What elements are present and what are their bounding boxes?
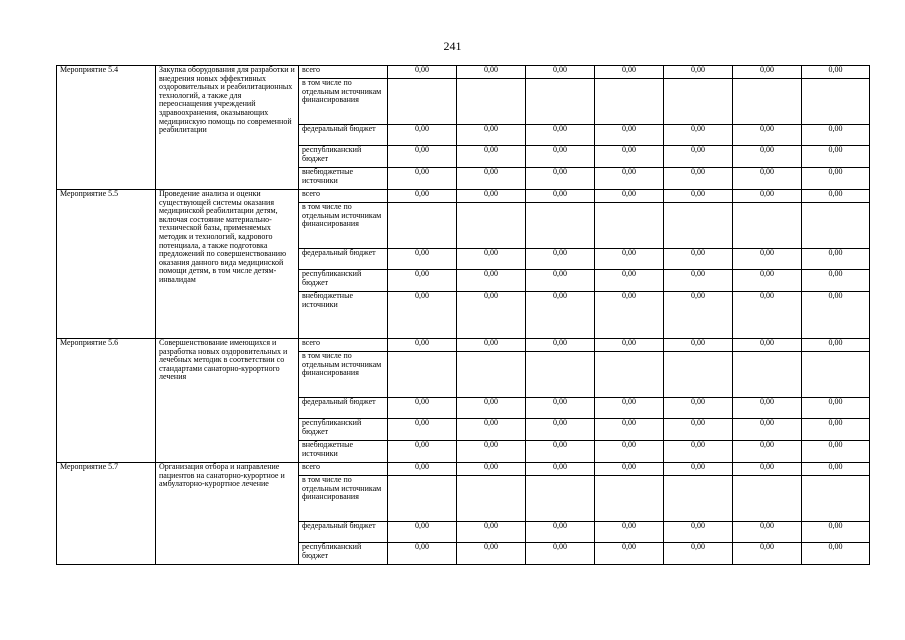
value-cell: 0,00 [457,125,526,146]
value-cell [526,352,595,398]
value-cell: 0,00 [526,292,595,339]
value-cell [733,79,802,125]
table-row [57,339,870,352]
value-cell [664,476,733,522]
value-cell: 0,00 [802,339,870,352]
value-cell: 0,00 [388,292,457,339]
value-cell: 0,00 [733,398,802,419]
value-cell: 0,00 [733,339,802,352]
value-cell [664,203,733,249]
value-cell: 0,00 [595,522,664,543]
funding-source-cell: внебюджетные источники [299,292,388,339]
funding-source-cell: республиканский бюджет [299,146,388,168]
value-cell [388,79,457,125]
value-cell: 0,00 [388,146,457,168]
value-cell [457,203,526,249]
funding-source-cell: федеральный бюджет [299,398,388,419]
value-cell: 0,00 [526,419,595,441]
funding-source-cell: республиканский бюджет [299,419,388,441]
value-cell: 0,00 [526,441,595,463]
funding-source-cell: всего [299,463,388,476]
funding-source-cell: всего [299,339,388,352]
value-cell: 0,00 [802,292,870,339]
value-cell: 0,00 [664,419,733,441]
value-cell: 0,00 [595,339,664,352]
value-cell: 0,00 [802,398,870,419]
value-cell: 0,00 [802,463,870,476]
value-cell: 0,00 [388,190,457,203]
value-cell: 0,00 [457,339,526,352]
value-cell: 0,00 [802,441,870,463]
funding-source-cell: в том числе по отдельным источникам финансирования [299,203,388,249]
value-cell: 0,00 [595,441,664,463]
value-cell [802,476,870,522]
value-cell: 0,00 [457,419,526,441]
value-cell: 0,00 [595,190,664,203]
value-cell: 0,00 [457,543,526,565]
value-cell: 0,00 [595,398,664,419]
value-cell: 0,00 [733,66,802,79]
value-cell [802,352,870,398]
value-cell: 0,00 [733,249,802,270]
description-cell: Закупка оборудования для разработки и внедрения новых эффективных оздоровительных и реабилитационных технологий, а также для переоснащения учреждений здравоохранения, оказывающих медицинскую помощь по современной реабилитации [156,66,299,190]
value-cell [457,476,526,522]
value-cell [388,476,457,522]
value-cell: 0,00 [733,522,802,543]
value-cell: 0,00 [733,146,802,168]
value-cell: 0,00 [733,125,802,146]
value-cell: 0,00 [526,270,595,292]
value-cell: 0,00 [664,125,733,146]
value-cell: 0,00 [526,146,595,168]
value-cell: 0,00 [457,463,526,476]
value-cell: 0,00 [802,543,870,565]
value-cell: 0,00 [595,419,664,441]
value-cell: 0,00 [802,66,870,79]
value-cell: 0,00 [457,168,526,190]
value-cell: 0,00 [595,125,664,146]
value-cell: 0,00 [595,168,664,190]
funding-source-cell: республиканский бюджет [299,270,388,292]
value-cell: 0,00 [664,270,733,292]
measure-cell: Мероприятие 5.5 [57,190,156,339]
value-cell: 0,00 [388,522,457,543]
value-cell [733,352,802,398]
value-cell [457,79,526,125]
funding-source-cell: внебюджетные источники [299,441,388,463]
value-cell: 0,00 [595,146,664,168]
value-cell: 0,00 [526,543,595,565]
value-cell: 0,00 [526,125,595,146]
value-cell: 0,00 [595,66,664,79]
value-cell: 0,00 [457,270,526,292]
value-cell: 0,00 [457,522,526,543]
funding-source-cell: федеральный бюджет [299,125,388,146]
value-cell: 0,00 [526,249,595,270]
value-cell: 0,00 [802,168,870,190]
value-cell [595,203,664,249]
value-cell: 0,00 [664,522,733,543]
funding-source-cell: внебюджетные источники [299,168,388,190]
value-cell [457,352,526,398]
value-cell: 0,00 [388,543,457,565]
value-cell: 0,00 [664,190,733,203]
value-cell [595,476,664,522]
funding-source-cell: республиканский бюджет [299,543,388,565]
value-cell: 0,00 [388,168,457,190]
value-cell [802,79,870,125]
table-row [57,463,870,476]
value-cell: 0,00 [802,270,870,292]
value-cell [733,203,802,249]
value-cell: 0,00 [595,292,664,339]
budget-table [56,65,870,565]
value-cell: 0,00 [595,270,664,292]
value-cell [664,352,733,398]
funding-source-cell: в том числе по отдельным источникам финансирования [299,476,388,522]
value-cell: 0,00 [388,398,457,419]
description-cell: Организация отбора и направление пациентов на санаторно-курортное и амбулаторно-курортное лечение [156,463,299,565]
value-cell: 0,00 [595,249,664,270]
value-cell: 0,00 [733,168,802,190]
funding-source-cell: в том числе по отдельным источникам финансирования [299,352,388,398]
value-cell: 0,00 [802,419,870,441]
value-cell: 0,00 [457,398,526,419]
value-cell: 0,00 [802,125,870,146]
value-cell [388,203,457,249]
value-cell: 0,00 [526,168,595,190]
value-cell: 0,00 [802,522,870,543]
value-cell: 0,00 [664,463,733,476]
value-cell: 0,00 [457,66,526,79]
value-cell: 0,00 [388,441,457,463]
value-cell: 0,00 [457,249,526,270]
value-cell [733,476,802,522]
value-cell: 0,00 [388,270,457,292]
description-cell: Проведение анализа и оценки существующей системы оказания медицинской реабилитации детям, включая состояние материально-технической базы, применяемых методик и технологий, кадрового потенциала, а также подготовка предложений по совершенствованию оказания данного вида медицинской помощи детям, в том числе детям-инвалидам [156,190,299,339]
value-cell: 0,00 [664,441,733,463]
value-cell: 0,00 [733,270,802,292]
value-cell: 0,00 [664,249,733,270]
value-cell: 0,00 [802,146,870,168]
value-cell: 0,00 [664,543,733,565]
value-cell: 0,00 [526,66,595,79]
value-cell: 0,00 [664,168,733,190]
value-cell: 0,00 [388,339,457,352]
value-cell: 0,00 [388,249,457,270]
value-cell [526,79,595,125]
value-cell: 0,00 [457,292,526,339]
measure-cell: Мероприятие 5.4 [57,66,156,190]
value-cell: 0,00 [664,292,733,339]
value-cell: 0,00 [526,190,595,203]
funding-source-cell: в том числе по отдельным источникам финансирования [299,79,388,125]
funding-source-cell: федеральный бюджет [299,522,388,543]
value-cell: 0,00 [802,249,870,270]
value-cell: 0,00 [733,292,802,339]
value-cell: 0,00 [457,146,526,168]
value-cell: 0,00 [664,66,733,79]
value-cell: 0,00 [526,398,595,419]
value-cell: 0,00 [526,463,595,476]
value-cell: 0,00 [802,190,870,203]
value-cell: 0,00 [664,398,733,419]
value-cell: 0,00 [733,441,802,463]
value-cell [526,203,595,249]
funding-source-cell: всего [299,190,388,203]
value-cell [526,476,595,522]
value-cell: 0,00 [733,190,802,203]
funding-source-cell: всего [299,66,388,79]
value-cell [664,79,733,125]
measure-cell: Мероприятие 5.6 [57,339,156,463]
value-cell: 0,00 [388,125,457,146]
funding-source-cell: федеральный бюджет [299,249,388,270]
description-cell: Совершенствование имеющихся и разработка новых оздоровительных и лечебных методик в соответствии со стандартами санаторно-курортного лечения [156,339,299,463]
value-cell: 0,00 [595,463,664,476]
value-cell [595,79,664,125]
value-cell: 0,00 [664,146,733,168]
value-cell: 0,00 [388,419,457,441]
value-cell: 0,00 [733,463,802,476]
value-cell: 0,00 [526,522,595,543]
value-cell: 0,00 [733,419,802,441]
value-cell: 0,00 [388,66,457,79]
value-cell [388,352,457,398]
value-cell [595,352,664,398]
value-cell: 0,00 [664,339,733,352]
value-cell: 0,00 [457,190,526,203]
value-cell [802,203,870,249]
table-row [57,66,870,79]
value-cell: 0,00 [733,543,802,565]
value-cell: 0,00 [595,543,664,565]
value-cell: 0,00 [457,441,526,463]
value-cell: 0,00 [526,339,595,352]
value-cell: 0,00 [388,463,457,476]
measure-cell: Мероприятие 5.7 [57,463,156,565]
page-number: 241 [443,39,462,53]
table-row [57,190,870,203]
